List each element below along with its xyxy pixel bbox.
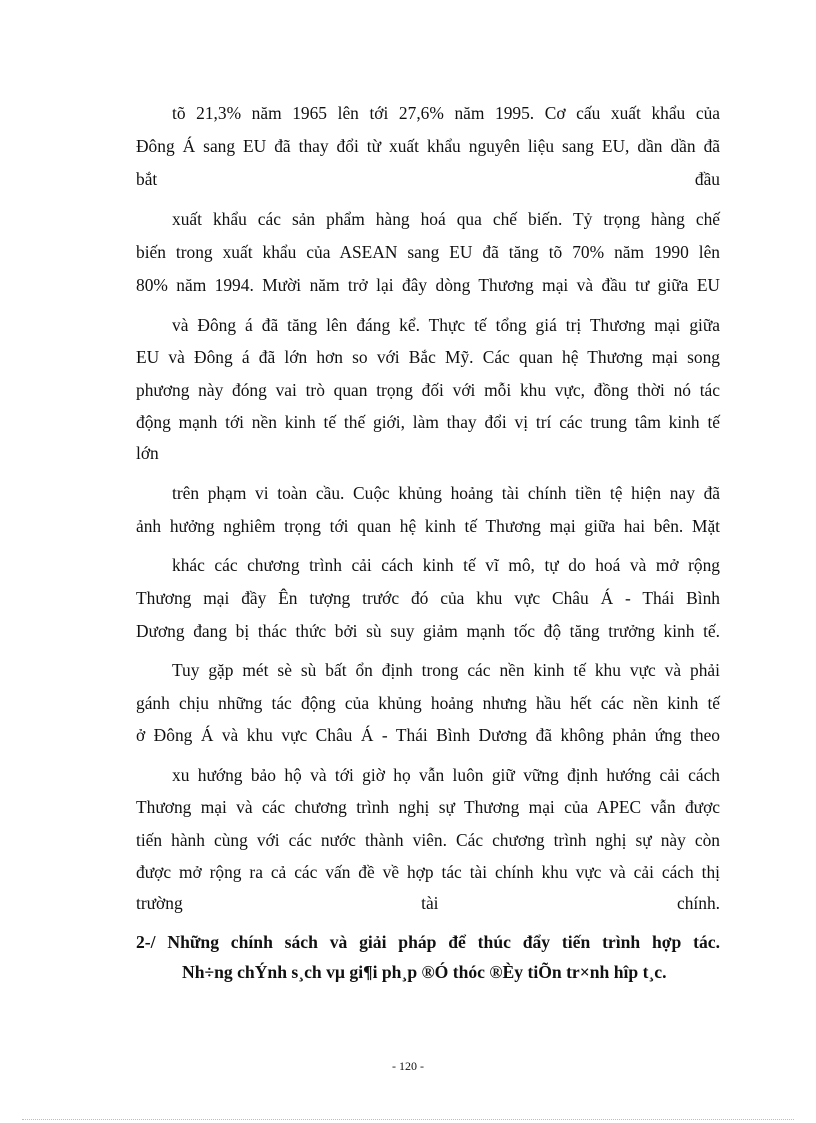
text-line: phương này đóng vai trò quan trọng đối với mỗi khu vực, đồng thời nó tác (136, 380, 720, 400)
text-line: gánh chịu những tác động của khủng hoảng nhưng hầu hết các nền kinh tế (136, 693, 720, 713)
page-border-dotted (22, 1119, 794, 1120)
text-line: và Đông á đã tăng lên đáng kể. Thực tế tổng giá trị Thương mại giữa (172, 315, 720, 335)
text-line: trên phạm vi toàn cầu. Cuộc khủng hoảng tài chính tiền tệ hiện nay đã (172, 483, 720, 503)
text-line: được mở rộng ra cả các vấn đề về hợp tác tài chính khu vực và cải cách thị (136, 862, 720, 882)
text-line: xu hướng bảo hộ và tới giờ họ vẫn luôn giữ vững định hướng cải cách (172, 765, 720, 785)
section-heading-garbled: Nh÷ng chÝnh s¸ch vµ gi¶i ph¸p ®Ó thóc ®Èy tiÕn tr×nh hîp t¸c. (182, 962, 667, 982)
text-line: lớn (136, 443, 159, 463)
text-line: động mạnh tới nền kinh tế thế giới, làm thay đổi vị trí các trung tâm kinh tế (136, 412, 720, 432)
section-heading: 2-/ Những chính sách và giải pháp để thúc đẩy tiến trình hợp tác. (136, 932, 720, 952)
text-line: ở Đông Á và khu vực Châu Á - Thái Bình Dương đã không phản ứng theo (136, 725, 720, 745)
text-line: 80% năm 1994. Mười năm trở lại đây dòng Thương mại và đầu tư giữa EU (136, 275, 720, 295)
text-line: Thương mại đầy Ên tượng trước đó của khu vực Châu Á - Thái Bình (136, 588, 720, 608)
text-line: bắt đầu (136, 169, 720, 189)
text-line: biến trong xuất khẩu của ASEAN sang EU đã tăng tõ 70% năm 1990 lên (136, 242, 720, 262)
text-line: Đông Á sang EU đã thay đổi từ xuất khẩu nguyên liệu sang EU, dần dần đã (136, 136, 720, 156)
text-line: Dương đang bị thác thức bởi sù suy giảm mạnh tốc độ tăng trưởng kinh tế. (136, 621, 720, 641)
page-number: - 120 - (392, 1059, 424, 1073)
text-line: EU và Đông á đã lớn hơn so với Bắc Mỹ. Các quan hệ Thương mại song (136, 347, 720, 367)
text-line: Tuy gặp mét sè sù bất ổn định trong các nền kinh tế khu vực và phải (172, 660, 720, 680)
text-line: tiến hành cùng với các nước thành viên. Các chương trình nghị sự này còn (136, 830, 720, 850)
text-line: khác các chương trình cải cách kinh tế vĩ mô, tự do hoá và mở rộng (172, 555, 720, 575)
text-line: Thương mại và các chương trình nghị sự Thương mại của APEC vẫn được (136, 797, 720, 817)
text-line: trường tài chính. (136, 893, 720, 913)
text-line: xuất khẩu các sản phẩm hàng hoá qua chế biến. Tỷ trọng hàng chế (172, 209, 720, 229)
text-line: ảnh hưởng nghiêm trọng tới quan hệ kinh tế Thương mại giữa hai bên. Mặt (136, 516, 720, 536)
text-line: tõ 21,3% năm 1965 lên tới 27,6% năm 1995. Cơ cấu xuất khẩu của (172, 103, 720, 123)
